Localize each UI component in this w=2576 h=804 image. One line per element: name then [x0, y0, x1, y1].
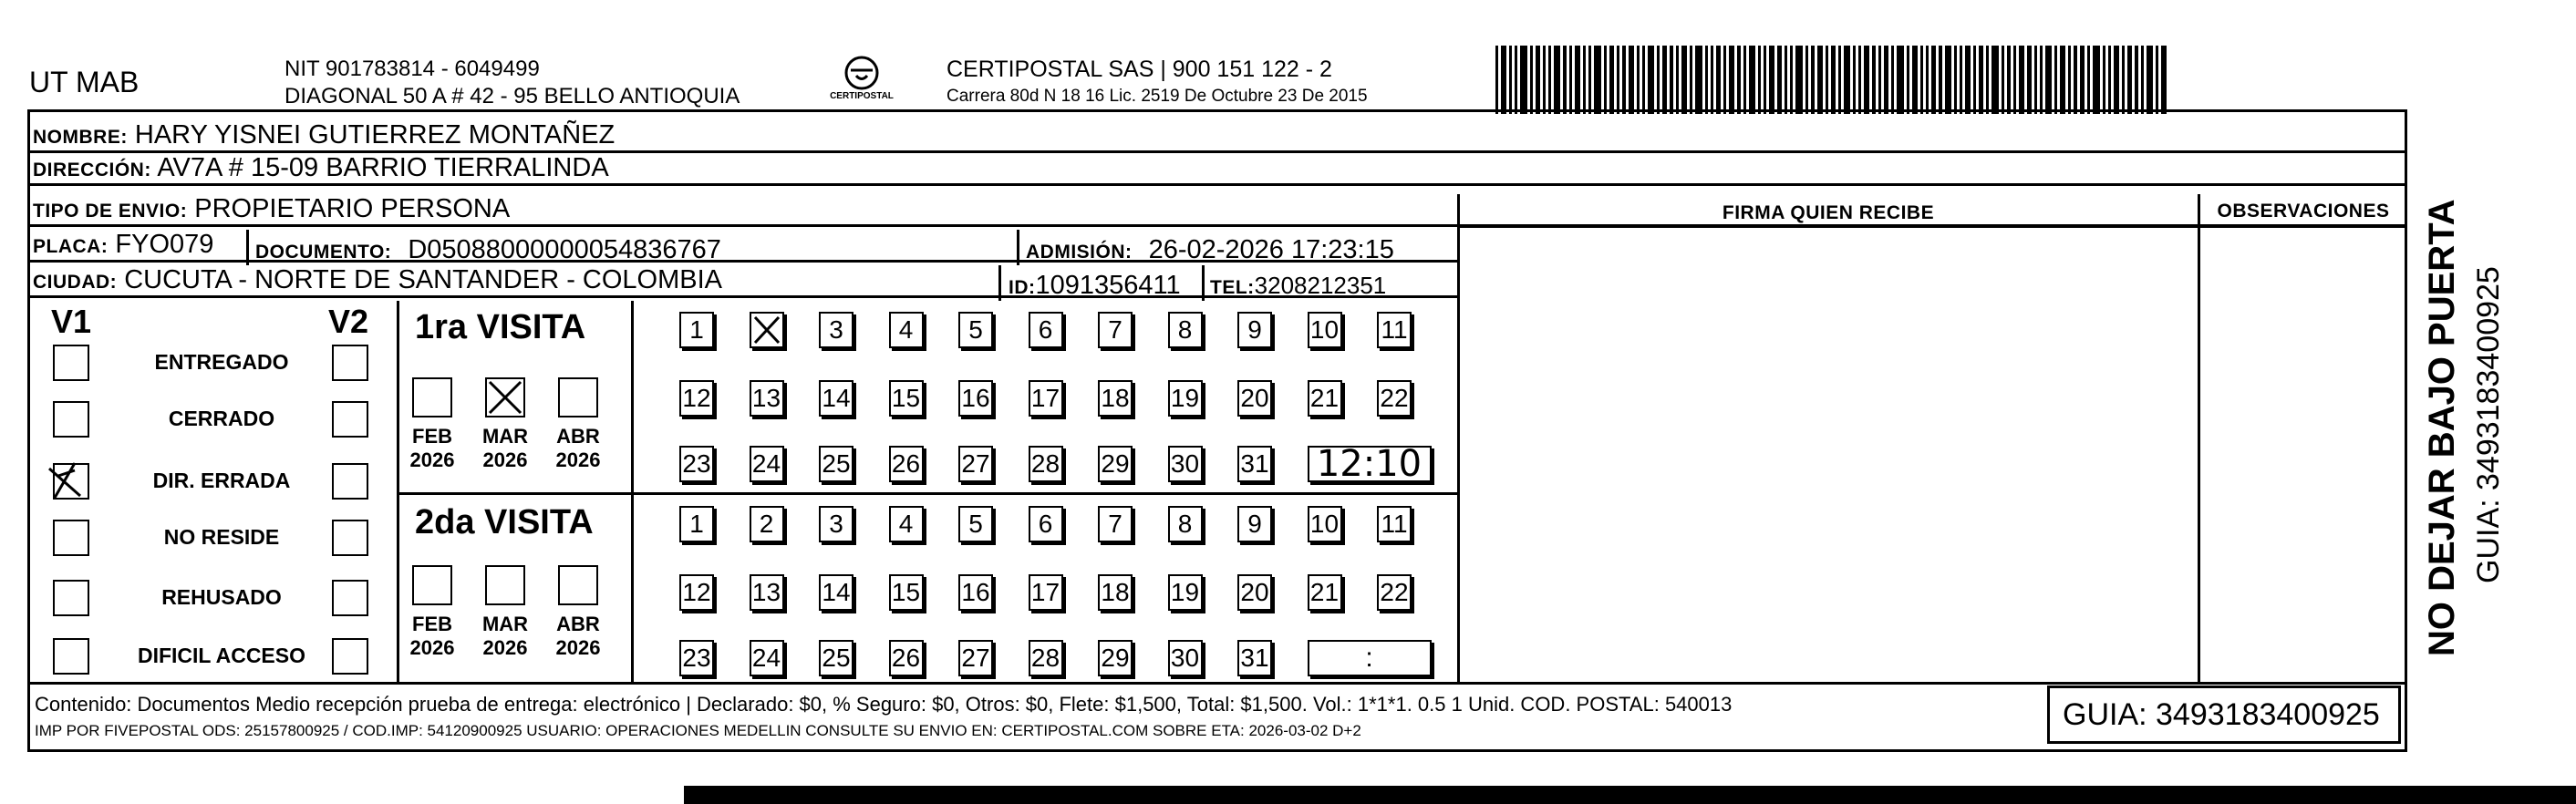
documento-cell: [255, 235, 721, 265]
id-value: 1091356411: [1035, 271, 1181, 300]
barcode-bar: [2054, 46, 2057, 114]
divider: [1202, 265, 1205, 301]
barcode-bar: [1912, 46, 1918, 114]
barcode-bar: [2045, 46, 2052, 114]
month-label: MAR: [481, 425, 529, 448]
barcode-bar: [2093, 46, 2100, 114]
tipo-label: TIPO DE ENVIO:: [33, 201, 188, 222]
barcode-bar: [2068, 46, 2071, 114]
reason-label: ENTREGADO: [154, 350, 289, 374]
reason-label: CERRADO: [168, 407, 275, 430]
barcode-bar: [2156, 46, 2158, 114]
barcode-bar: [1637, 46, 1640, 114]
time-box[interactable]: 12:10: [1308, 446, 1432, 482]
barcode-bar: [1986, 46, 1989, 114]
admision-cell: [1026, 235, 1394, 265]
time-box[interactable]: :: [1308, 640, 1432, 676]
day-box[interactable]: 5: [958, 506, 993, 542]
day-box[interactable]: 12: [679, 380, 714, 417]
reason-label: REHUSADO: [161, 585, 282, 609]
day-box[interactable]: 31: [1237, 446, 1272, 482]
day-box[interactable]: 9: [1237, 506, 1272, 542]
barcode-bar: [1973, 46, 1976, 114]
barcode-bar: [1891, 46, 1894, 114]
v2-checkbox[interactable]: [332, 638, 368, 675]
barcode-bar: [2040, 46, 2043, 114]
day-box[interactable]: 10: [1308, 506, 1342, 542]
barcode-bar: [1920, 46, 1923, 114]
day-box[interactable]: 4: [889, 506, 924, 542]
day-box[interactable]: 14: [819, 380, 853, 417]
barcode-bar: [1622, 46, 1626, 114]
month-label-group: [546, 425, 610, 472]
month-label-group: [400, 425, 464, 472]
admision-label: ADMISIÓN:: [1026, 242, 1133, 263]
day-box[interactable]: 11: [1377, 506, 1412, 542]
month-label: FEB: [412, 613, 452, 635]
direccion-label: DIRECCIÓN:: [33, 160, 151, 180]
v1-header: V1: [51, 303, 92, 340]
barcode-bar: [2122, 46, 2125, 114]
v1-checkbox[interactable]: [53, 520, 89, 556]
month-label: ABR: [556, 425, 600, 448]
certipostal-logo: [825, 55, 898, 109]
barcode-bar: [1543, 46, 1546, 114]
barcode-bar: [1536, 46, 1540, 114]
day-box[interactable]: 19: [1168, 380, 1203, 417]
barcode-bar: [1764, 46, 1766, 114]
v2-header: V2: [328, 303, 369, 340]
barcode-bar: [1520, 46, 1527, 114]
barcode-bar: [2147, 46, 2153, 114]
day-box[interactable]: 8: [1168, 312, 1203, 348]
scan-edge: [684, 786, 2576, 804]
carrier-license: Carrera 80d N 18 16 Lic. 2519 De Octubre 23 De 2015: [947, 87, 1368, 106]
barcode-bar: [2027, 46, 2032, 114]
day-box[interactable]: 7: [1098, 312, 1133, 348]
day-box[interactable]: 23: [679, 640, 714, 676]
barcode-bar: [1670, 46, 1673, 114]
barcode-bar: [1548, 46, 1551, 114]
first-visit-title: 1ra VISITA: [415, 308, 586, 346]
v1-checkbox[interactable]: [53, 401, 89, 438]
year-label: 2026: [555, 448, 601, 471]
year-label: 2026: [482, 636, 528, 659]
placa-label: PLACA:: [33, 236, 109, 257]
day-box[interactable]: 21: [1308, 380, 1342, 417]
barcode-bar: [1711, 46, 1713, 114]
day-box[interactable]: 22: [1377, 380, 1412, 417]
barcode-bar: [1662, 46, 1667, 114]
barcode-bar: [1817, 46, 1823, 114]
day-box[interactable]: 31: [1237, 640, 1272, 676]
barcode-bar: [2060, 46, 2065, 114]
barcode-bar: [1723, 46, 1726, 114]
day-box[interactable]: 16: [958, 380, 993, 417]
barcode-bar: [1960, 46, 1962, 114]
day-box[interactable]: 11: [1377, 312, 1412, 348]
id-cell: [1009, 271, 1181, 301]
barcode-bar: [1897, 46, 1904, 114]
reason-label: DIR. ERRADA: [152, 469, 291, 492]
documento-label: DOCUMENTO:: [255, 242, 392, 263]
barcode-bar: [1831, 46, 1836, 114]
certipostal-logo-text: CERTIPOSTAL: [830, 91, 894, 101]
day-box[interactable]: 2: [750, 506, 784, 542]
year-label: 2026: [409, 448, 455, 471]
barcode-bar: [1749, 46, 1755, 114]
year-label: 2026: [409, 636, 455, 659]
day-box[interactable]: 13: [750, 380, 784, 417]
barcode-bar: [1991, 46, 1999, 114]
row-direccion: [27, 153, 2407, 186]
barcode-bar: [1648, 46, 1654, 114]
day-box[interactable]: [750, 312, 784, 348]
day-box[interactable]: 25: [819, 640, 853, 676]
nit-number: NIT 901783814 - 6049499: [284, 57, 540, 81]
barcode-bar: [2002, 46, 2004, 114]
barcode-bar: [1795, 46, 1803, 114]
row-nombre: [27, 120, 2407, 153]
barcode-bar: [1939, 46, 1942, 114]
barcode-bar: [1729, 46, 1734, 114]
day-box[interactable]: 28: [1029, 640, 1063, 676]
barcode-bar: [2108, 46, 2111, 114]
tel-cell: [1210, 272, 1386, 300]
barcode-bar: [1926, 46, 1929, 114]
barcode-bar: [1563, 46, 1567, 114]
day-box[interactable]: 7: [1098, 506, 1133, 542]
barcode-bar: [1575, 46, 1580, 114]
v1-checkbox[interactable]: [53, 638, 89, 675]
year-label: 2026: [482, 448, 528, 471]
side-guia: GUIA: 3493183400925: [2471, 266, 2506, 583]
day-box[interactable]: 24: [750, 446, 784, 482]
divider: [1457, 230, 1460, 232]
footer-divider: [27, 682, 2407, 685]
barcode-bar: [1515, 46, 1517, 114]
ciudad-value: CUCUTA - NORTE DE SANTANDER - COLOMBIA: [124, 265, 723, 294]
admision-value: 26-02-2026 17:23:15: [1148, 235, 1394, 264]
barcode-bar: [1629, 46, 1634, 114]
month-label-group: [400, 613, 464, 660]
day-box[interactable]: 8: [1168, 506, 1203, 542]
divider: [1017, 230, 1019, 265]
day-box[interactable]: 23: [679, 446, 714, 482]
footer-line-1: Contenido: Documentos Medio recepción prueba de entrega: electrónico | Declarado: $0, % Seguro: $0, Otros: $0, Flete: $1,500, Total: $1,500. Vol.: 1*1*1. 0.5 1 Unid. COD. POSTAL: 540013: [35, 693, 1733, 716]
day-box[interactable]: 6: [1029, 506, 1063, 542]
sender-address: DIAGONAL 50 A # 42 - 95 BELLO ANTIOQUIA: [284, 84, 740, 108]
barcode-bar: [1495, 46, 1498, 114]
reason-label: DIFICIL ACCESO: [137, 644, 305, 667]
barcode: [1495, 46, 2225, 114]
barcode-bar: [1965, 46, 1971, 114]
month-checkbox[interactable]: [558, 565, 598, 605]
barcode-bar: [2141, 46, 2144, 114]
barcode-bar: [1681, 46, 1687, 114]
barcode-bar: [1872, 46, 1876, 114]
day-box[interactable]: 24: [750, 640, 784, 676]
barcode-bar: [1805, 46, 1808, 114]
visits-divider: [397, 301, 399, 682]
placa-value: FYO079: [115, 230, 214, 259]
barcode-bar: [1777, 46, 1782, 114]
day-box[interactable]: 27: [958, 640, 993, 676]
day-box[interactable]: 15: [889, 574, 924, 611]
barcode-bar: [1695, 46, 1702, 114]
day-box[interactable]: 28: [1029, 446, 1063, 482]
month-label-group: [473, 425, 537, 472]
barcode-bar: [2161, 46, 2167, 114]
barcode-bar: [1743, 46, 1746, 114]
barcode-bar: [1954, 46, 1957, 114]
barcode-bar: [1907, 46, 1909, 114]
firma-column-left: [1457, 194, 1460, 682]
ciudad-label: CIUDAD:: [33, 272, 118, 293]
day-box[interactable]: 21: [1308, 574, 1342, 611]
barcode-bar: [2019, 46, 2024, 114]
barcode-bar: [1509, 46, 1512, 114]
v1-checkbox[interactable]: [53, 580, 89, 616]
day-box[interactable]: 3: [819, 312, 853, 348]
month-checkbox[interactable]: [412, 565, 452, 605]
barcode-bar: [1758, 46, 1761, 114]
barcode-bar: [1785, 46, 1787, 114]
day-box[interactable]: 30: [1168, 640, 1203, 676]
barcode-bar: [1838, 46, 1841, 114]
month-checkbox[interactable]: [485, 565, 525, 605]
divider: [246, 230, 249, 265]
v2-checkbox[interactable]: [332, 345, 368, 381]
day-box[interactable]: 26: [889, 446, 924, 482]
month-checkbox[interactable]: [558, 377, 598, 417]
barcode-bar: [1737, 46, 1741, 114]
barcode-bar: [1811, 46, 1815, 114]
barcode-bar: [1690, 46, 1692, 114]
barcode-bar: [2013, 46, 2016, 114]
barcode-bar: [1864, 46, 1869, 114]
barcode-bar: [1858, 46, 1861, 114]
barcode-bar: [1716, 46, 1721, 114]
v2-checkbox[interactable]: [332, 580, 368, 616]
day-box[interactable]: 17: [1029, 380, 1063, 417]
tel-label: TEL:: [1210, 277, 1255, 298]
footer-guia: GUIA: 3493183400925: [2063, 697, 2380, 732]
month-label: ABR: [556, 613, 600, 635]
barcode-bar: [1705, 46, 1708, 114]
tel-value: 3208212351: [1254, 272, 1387, 299]
barcode-bar: [2007, 46, 2011, 114]
side-warning: NO DEJAR BAJO PUERTA: [2422, 199, 2462, 656]
barcode-bar: [1826, 46, 1828, 114]
day-box[interactable]: 9: [1237, 312, 1272, 348]
barcode-bar: [1594, 46, 1601, 114]
v2-checkbox[interactable]: [332, 401, 368, 438]
barcode-bar: [1979, 46, 1983, 114]
barcode-bar: [1588, 46, 1591, 114]
barcode-bar: [2034, 46, 2037, 114]
barcode-bar: [2080, 46, 2085, 114]
barcode-bar: [2127, 46, 2132, 114]
day-box[interactable]: 26: [889, 640, 924, 676]
id-label: ID:: [1009, 277, 1036, 298]
barcode-bar: [1569, 46, 1572, 114]
barcode-bar: [1790, 46, 1793, 114]
barcode-bar: [1853, 46, 1856, 114]
barcode-bar: [1642, 46, 1645, 114]
barcode-bar: [1501, 46, 1506, 114]
day-box[interactable]: 14: [819, 574, 853, 611]
month-checkbox[interactable]: [485, 377, 525, 417]
visits-divider: [631, 301, 634, 682]
day-box[interactable]: 27: [958, 446, 993, 482]
day-box[interactable]: 13: [750, 574, 784, 611]
observaciones-header: OBSERVACIONES: [2217, 201, 2390, 222]
month-checkbox[interactable]: [412, 377, 452, 417]
day-box[interactable]: 4: [889, 312, 924, 348]
day-box[interactable]: 1: [679, 506, 714, 542]
barcode-bar: [2114, 46, 2119, 114]
day-box[interactable]: 15: [889, 380, 924, 417]
day-box[interactable]: 1: [679, 312, 714, 348]
barcode-bar: [1657, 46, 1660, 114]
barcode-bar: [1530, 46, 1533, 114]
carrier-name: CERTIPOSTAL SAS | 900 151 122 - 2: [947, 57, 1332, 82]
barcode-bar: [1583, 46, 1586, 114]
barcode-bar: [1931, 46, 1936, 114]
barcode-bar: [1604, 46, 1607, 114]
nombre-label: NOMBRE:: [33, 127, 128, 148]
v2-checkbox[interactable]: [332, 520, 368, 556]
barcode-bar: [1945, 46, 1951, 114]
v1-checkbox[interactable]: [53, 463, 89, 500]
day-box[interactable]: 18: [1098, 380, 1133, 417]
divider: [1457, 225, 2407, 228]
visits-divider: [397, 492, 1457, 495]
direccion-value: AV7A # 15-09 BARRIO TIERRALINDA: [157, 153, 609, 182]
nombre-value: HARY YISNEI GUTIERREZ MONTAÑEZ: [134, 120, 616, 149]
day-box[interactable]: 30: [1168, 446, 1203, 482]
barcode-bar: [1884, 46, 1888, 114]
barcode-bar: [1609, 46, 1614, 114]
day-box[interactable]: 5: [958, 312, 993, 348]
month-label: FEB: [412, 425, 452, 448]
obs-column-left: [2198, 194, 2200, 682]
barcode-bar: [2135, 46, 2138, 114]
day-box[interactable]: 6: [1029, 312, 1063, 348]
month-label-group: [473, 613, 537, 660]
barcode-bar: [1554, 46, 1560, 114]
barcode-bar: [1844, 46, 1850, 114]
barcode-bar: [1676, 46, 1679, 114]
year-label: 2026: [555, 636, 601, 659]
firma-header: FIRMA QUIEN RECIBE: [1722, 202, 1935, 223]
company-name: UT MAB: [29, 66, 140, 98]
divider: [998, 265, 1001, 301]
barcode-bar: [2074, 46, 2077, 114]
day-box[interactable]: 20: [1237, 380, 1272, 417]
day-box[interactable]: 25: [819, 446, 853, 482]
day-box[interactable]: 20: [1237, 574, 1272, 611]
barcode-bar: [1769, 46, 1774, 114]
documento-value: D05088000000054836767: [408, 235, 721, 264]
day-box[interactable]: 10: [1308, 312, 1342, 348]
month-label: MAR: [481, 613, 529, 635]
tipo-value: PROPIETARIO PERSONA: [194, 194, 511, 223]
second-visit-title: 2da VISITA: [415, 503, 594, 541]
footer-line-2: IMP POR FIVEPOSTAL ODS: 25157800925 / COD.IMP: 54120900925 USUARIO: OPERACIONES MEDELLIN CONSULTE SU ENVIO EN: CERTIPOSTAL.COM SOBRE ETA: 2026-03-02 D+2: [35, 722, 1361, 739]
day-box[interactable]: 22: [1377, 574, 1412, 611]
month-label-group: [546, 613, 610, 660]
barcode-bar: [2087, 46, 2090, 114]
day-box[interactable]: 3: [819, 506, 853, 542]
barcode-bar: [2103, 46, 2105, 114]
day-box[interactable]: 12: [679, 574, 714, 611]
reason-label: NO RESIDE: [163, 525, 280, 549]
day-box[interactable]: 29: [1098, 640, 1133, 676]
day-box[interactable]: 17: [1029, 574, 1063, 611]
day-box[interactable]: 19: [1168, 574, 1203, 611]
day-box[interactable]: 16: [958, 574, 993, 611]
barcode-bar: [1878, 46, 1881, 114]
v1-checkbox[interactable]: [53, 345, 89, 381]
v2-checkbox[interactable]: [332, 463, 368, 500]
day-box[interactable]: 29: [1098, 446, 1133, 482]
day-box[interactable]: 18: [1098, 574, 1133, 611]
barcode-bar: [1617, 46, 1619, 114]
